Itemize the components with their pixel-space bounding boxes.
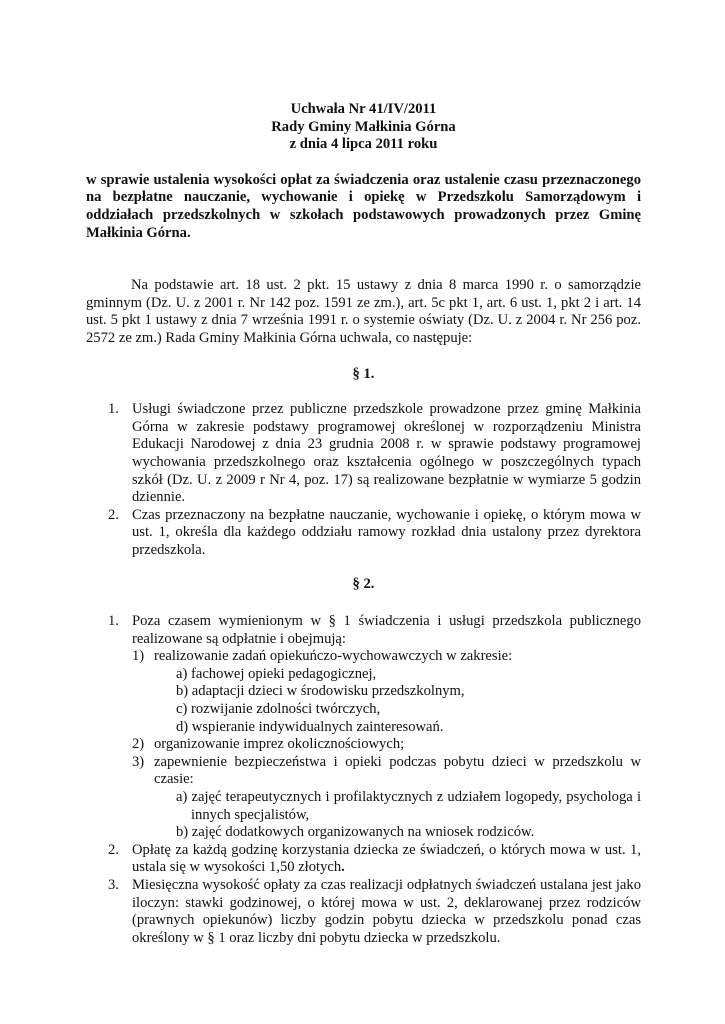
- sub-list: [132, 648, 641, 842]
- section-2-item: [86, 842, 641, 877]
- item-text-end: .: [341, 859, 345, 876]
- sub-item: [132, 754, 641, 842]
- section-2-title: § 2.: [352, 576, 375, 593]
- letter-item: a) fachowej opieki pedagogicznej,: [176, 665, 377, 682]
- sub-item-text: organizowanie imprez okolicznościowych;: [154, 736, 405, 753]
- section-2-list: [86, 613, 641, 947]
- item-text: Poza czasem wymienionym w § 1 świadczenia i usługi przedszkola publicznego realizowane są odpłatnie i obejmują:: [132, 613, 641, 647]
- council-name: Rady Gminy Małkinia Górna: [271, 118, 456, 135]
- sub-item-text: zapewnienie bezpieczeństwa i opieki podczas pobytu dzieci w przedszkolu w czasie:: [154, 753, 641, 788]
- sub-item: [132, 648, 641, 736]
- item-text: Miesięczna wysokość opłaty za czas realizacji odpłatnych świadczeń ustalana jest jako iloczyn: stawki godzinowej, o której mowa w ust. 2, deklarowanej przez rodziców (prawnych opiekunów) liczby godzin pobytu dziecka w przedszkolu ponad czas określony w § 1 oraz liczby dni pobytu dziecka w przedszkolu.: [132, 876, 641, 946]
- item-text: Czas przeznaczony na bezpłatne nauczanie, wychowanie i opiekę, o którym mowa w ust. 1, określa dla każdego oddziału ramowy rozkład dnia ustalony przez dyrektora przedszkola.: [132, 506, 641, 558]
- resolution-number: Uchwała Nr 41/IV/2011: [290, 101, 437, 117]
- letter-items: [154, 789, 641, 842]
- item-number: 1.: [108, 401, 119, 418]
- resolution-date: z dnia 4 lipca 2011 roku: [289, 136, 438, 153]
- resolution-header: [86, 101, 641, 154]
- item-text: Usługi świadczone przez publiczne przedszkole prowadzone przez gminę Małkinia Górna w zakresie podstawy programowej określonej w rozporządzeniu Ministra Edukacji Narodowej z dnia 23 grudnia 2008 r. w sprawie podstawy programowej wychowania przedszkolnego oraz kształcenia ogólnego w poszczególnych typach szkół (Dz. U. z 2009 r Nr 4, poz. 17) są realizowane bezpłatnie w wymiarze 5 godzin dziennie.: [132, 401, 641, 506]
- item-number: 1.: [108, 613, 119, 630]
- section-1-list: [86, 401, 641, 559]
- section-2-item: [86, 613, 641, 842]
- item-number: 2.: [108, 841, 119, 858]
- sub-item-marker: 2): [132, 736, 145, 753]
- item-text: Opłatę za każdą godzinę korzystania dziecka ze świadczeń, o których mowa w ust. 1, ustala się w wysokości 1,50 złotych: [132, 841, 641, 876]
- letter-items: [154, 666, 641, 736]
- section-1-item: [86, 507, 641, 560]
- section-1-item: [86, 401, 641, 507]
- letter-item: b) zajęć dodatkowych organizowanych na wniosek rodziców.: [176, 824, 535, 841]
- letter-item: b) adaptacji dzieci w środowisku przedszkolnym,: [176, 683, 465, 700]
- item-number: 3.: [108, 876, 119, 893]
- item-number: 2.: [108, 506, 119, 523]
- sub-item-marker: 1): [132, 648, 145, 665]
- sub-item: [132, 736, 641, 754]
- sub-item-text: realizowanie zadań opiekuńczo-wychowawczych w zakresie:: [154, 648, 513, 665]
- document-page: [86, 101, 641, 947]
- resolution-subject: w sprawie ustalenia wysokości opłat za świadczenia oraz ustalenie czasu przeznaczonego na bezpłatne nauczanie, wychowanie i opiekę w Przedszkolu Samorządowym i oddziałach przedszkolnych w szkołach podstawowych prowadzonych przez Gminę Małkinia Górna.: [86, 171, 641, 241]
- sub-item-marker: 3): [132, 753, 145, 770]
- letter-item: a) zajęć terapeutycznych i profilaktycznych z udziałem logopedy, psychologa i innych specjalistów,: [176, 789, 641, 823]
- letter-item: c) rozwijanie zdolności twórczych,: [176, 701, 381, 718]
- letter-item: d) wspieranie indywidualnych zainteresowań.: [176, 718, 444, 735]
- legal-basis-preamble: Na podstawie art. 18 ust. 2 pkt. 15 ustawy z dnia 8 marca 1990 r. o samorządzie gminnym (Dz. U. z 2001 r. Nr 142 poz. 1591 ze zm.), art. 5c pkt 1, art. 6 ust. 1, pkt 2 i art. 14 ust. 5 pkt 1 ustawy z dnia 7 września 1991 r. o systemie oświaty (Dz. U. z 2004 r. Nr 256 poz. 2572 ze zm.) Rada Gminy Małkinia Górna uchwala, co następuje:: [86, 277, 641, 346]
- section-2-item: [86, 877, 641, 947]
- section-1-title: § 1.: [352, 365, 375, 382]
